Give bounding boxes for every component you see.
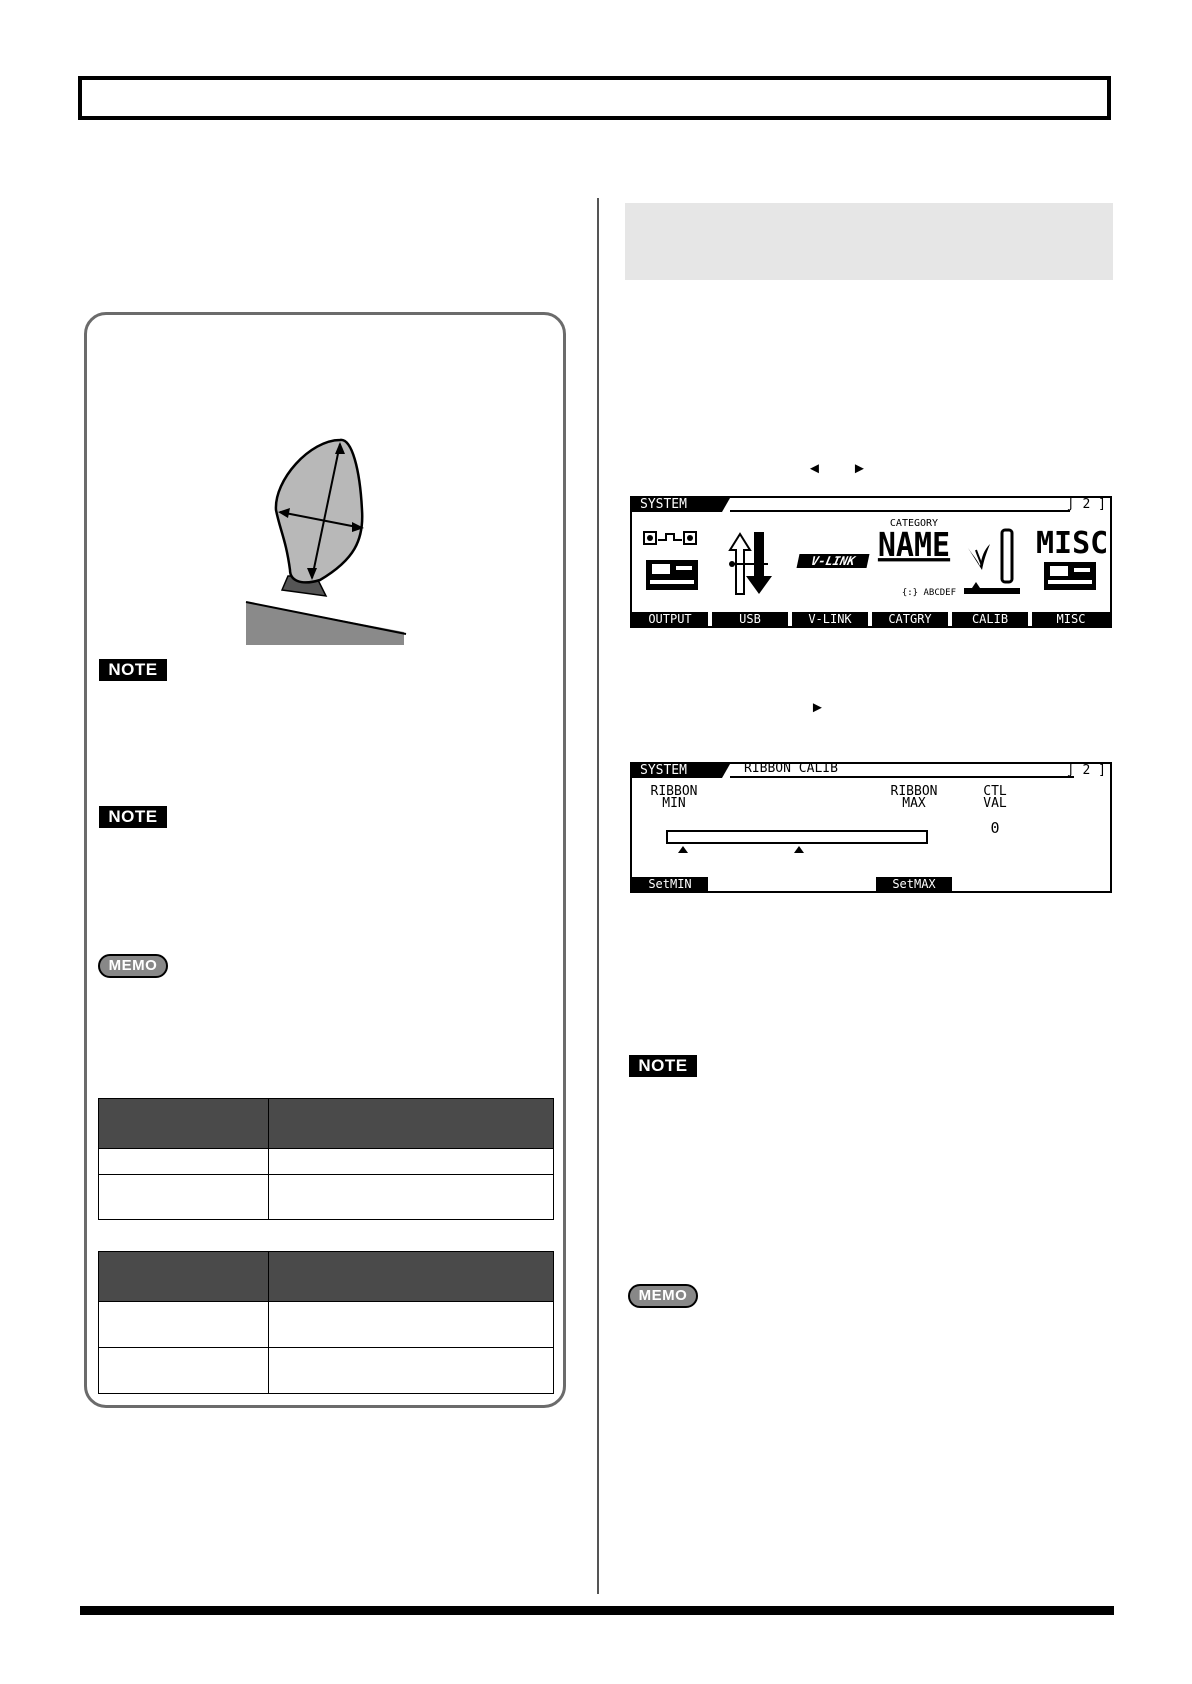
section-heading-block [625,203,1113,280]
note-badge: NOTE [99,806,167,828]
header-bar [78,76,1111,120]
tab-calib[interactable]: CALIB [952,612,1028,626]
ribbon-calib-screen [630,762,1112,893]
set-max-button[interactable]: SetMAX [876,877,952,891]
ctl-val-label: CTL VAL [983,784,1007,811]
right-arrow-icon: ► [810,699,825,716]
page-indicator: ∫ 2 ] [1066,497,1106,512]
finger-pressure-illustration [240,430,410,645]
screen-title: SYSTEM [632,764,722,778]
tab-catgry[interactable]: CATGRY [872,612,948,626]
footer-rule [80,1606,1114,1615]
settings-table-2 [98,1251,554,1394]
ribbon-surface [246,602,404,645]
knob-icon: ∫ [1066,497,1083,512]
tab-output[interactable]: OUTPUT [632,612,708,626]
ribbon-max-label: RIBBON MAX [890,784,938,811]
ribbon-min-label: RIBBON MIN [650,784,698,811]
output-icon [642,528,702,594]
ribbon-range-bar [666,830,928,844]
category-name-icon: CATEGORY NAME {:} ABCDEF [877,518,956,598]
tab-vlink[interactable]: V-LINK [792,612,868,626]
set-min-button[interactable]: SetMIN [632,877,708,891]
note-badge: NOTE [99,659,167,681]
page-indicator: ∫ 2 ] [1066,763,1106,778]
vlink-icon: V-LINK [797,554,870,568]
tab-usb[interactable]: USB [712,612,788,626]
memo-badge: MEMO [98,954,168,978]
note-badge: NOTE [629,1055,697,1077]
table-header-cell [99,1252,269,1302]
table-row [99,1149,554,1175]
system-menu-screen [630,496,1112,628]
table-row [99,1348,554,1394]
table-header-cell [269,1099,554,1149]
usb-icon [724,528,784,598]
left-arrow-icon: ◄ [807,460,822,477]
calib-icon [962,526,1022,598]
knob-icon: ∫ [1066,763,1083,778]
table-header-cell [269,1252,554,1302]
misc-icon: MISC [1036,528,1106,600]
tab-misc[interactable]: MISC [1032,612,1110,626]
screen-subtitle: RIBBON CALIB [744,761,838,776]
memo-badge: MEMO [628,1284,698,1308]
current-marker-icon [794,846,804,853]
screen-title: SYSTEM [632,498,722,512]
table-row [99,1175,554,1220]
table-header-cell [99,1099,269,1149]
column-divider [597,198,599,1594]
settings-table-1 [98,1098,554,1220]
table-row [99,1302,554,1348]
ctl-value: 0 [990,819,1000,837]
min-marker-icon [678,846,688,853]
right-arrow-icon: ► [852,460,867,477]
